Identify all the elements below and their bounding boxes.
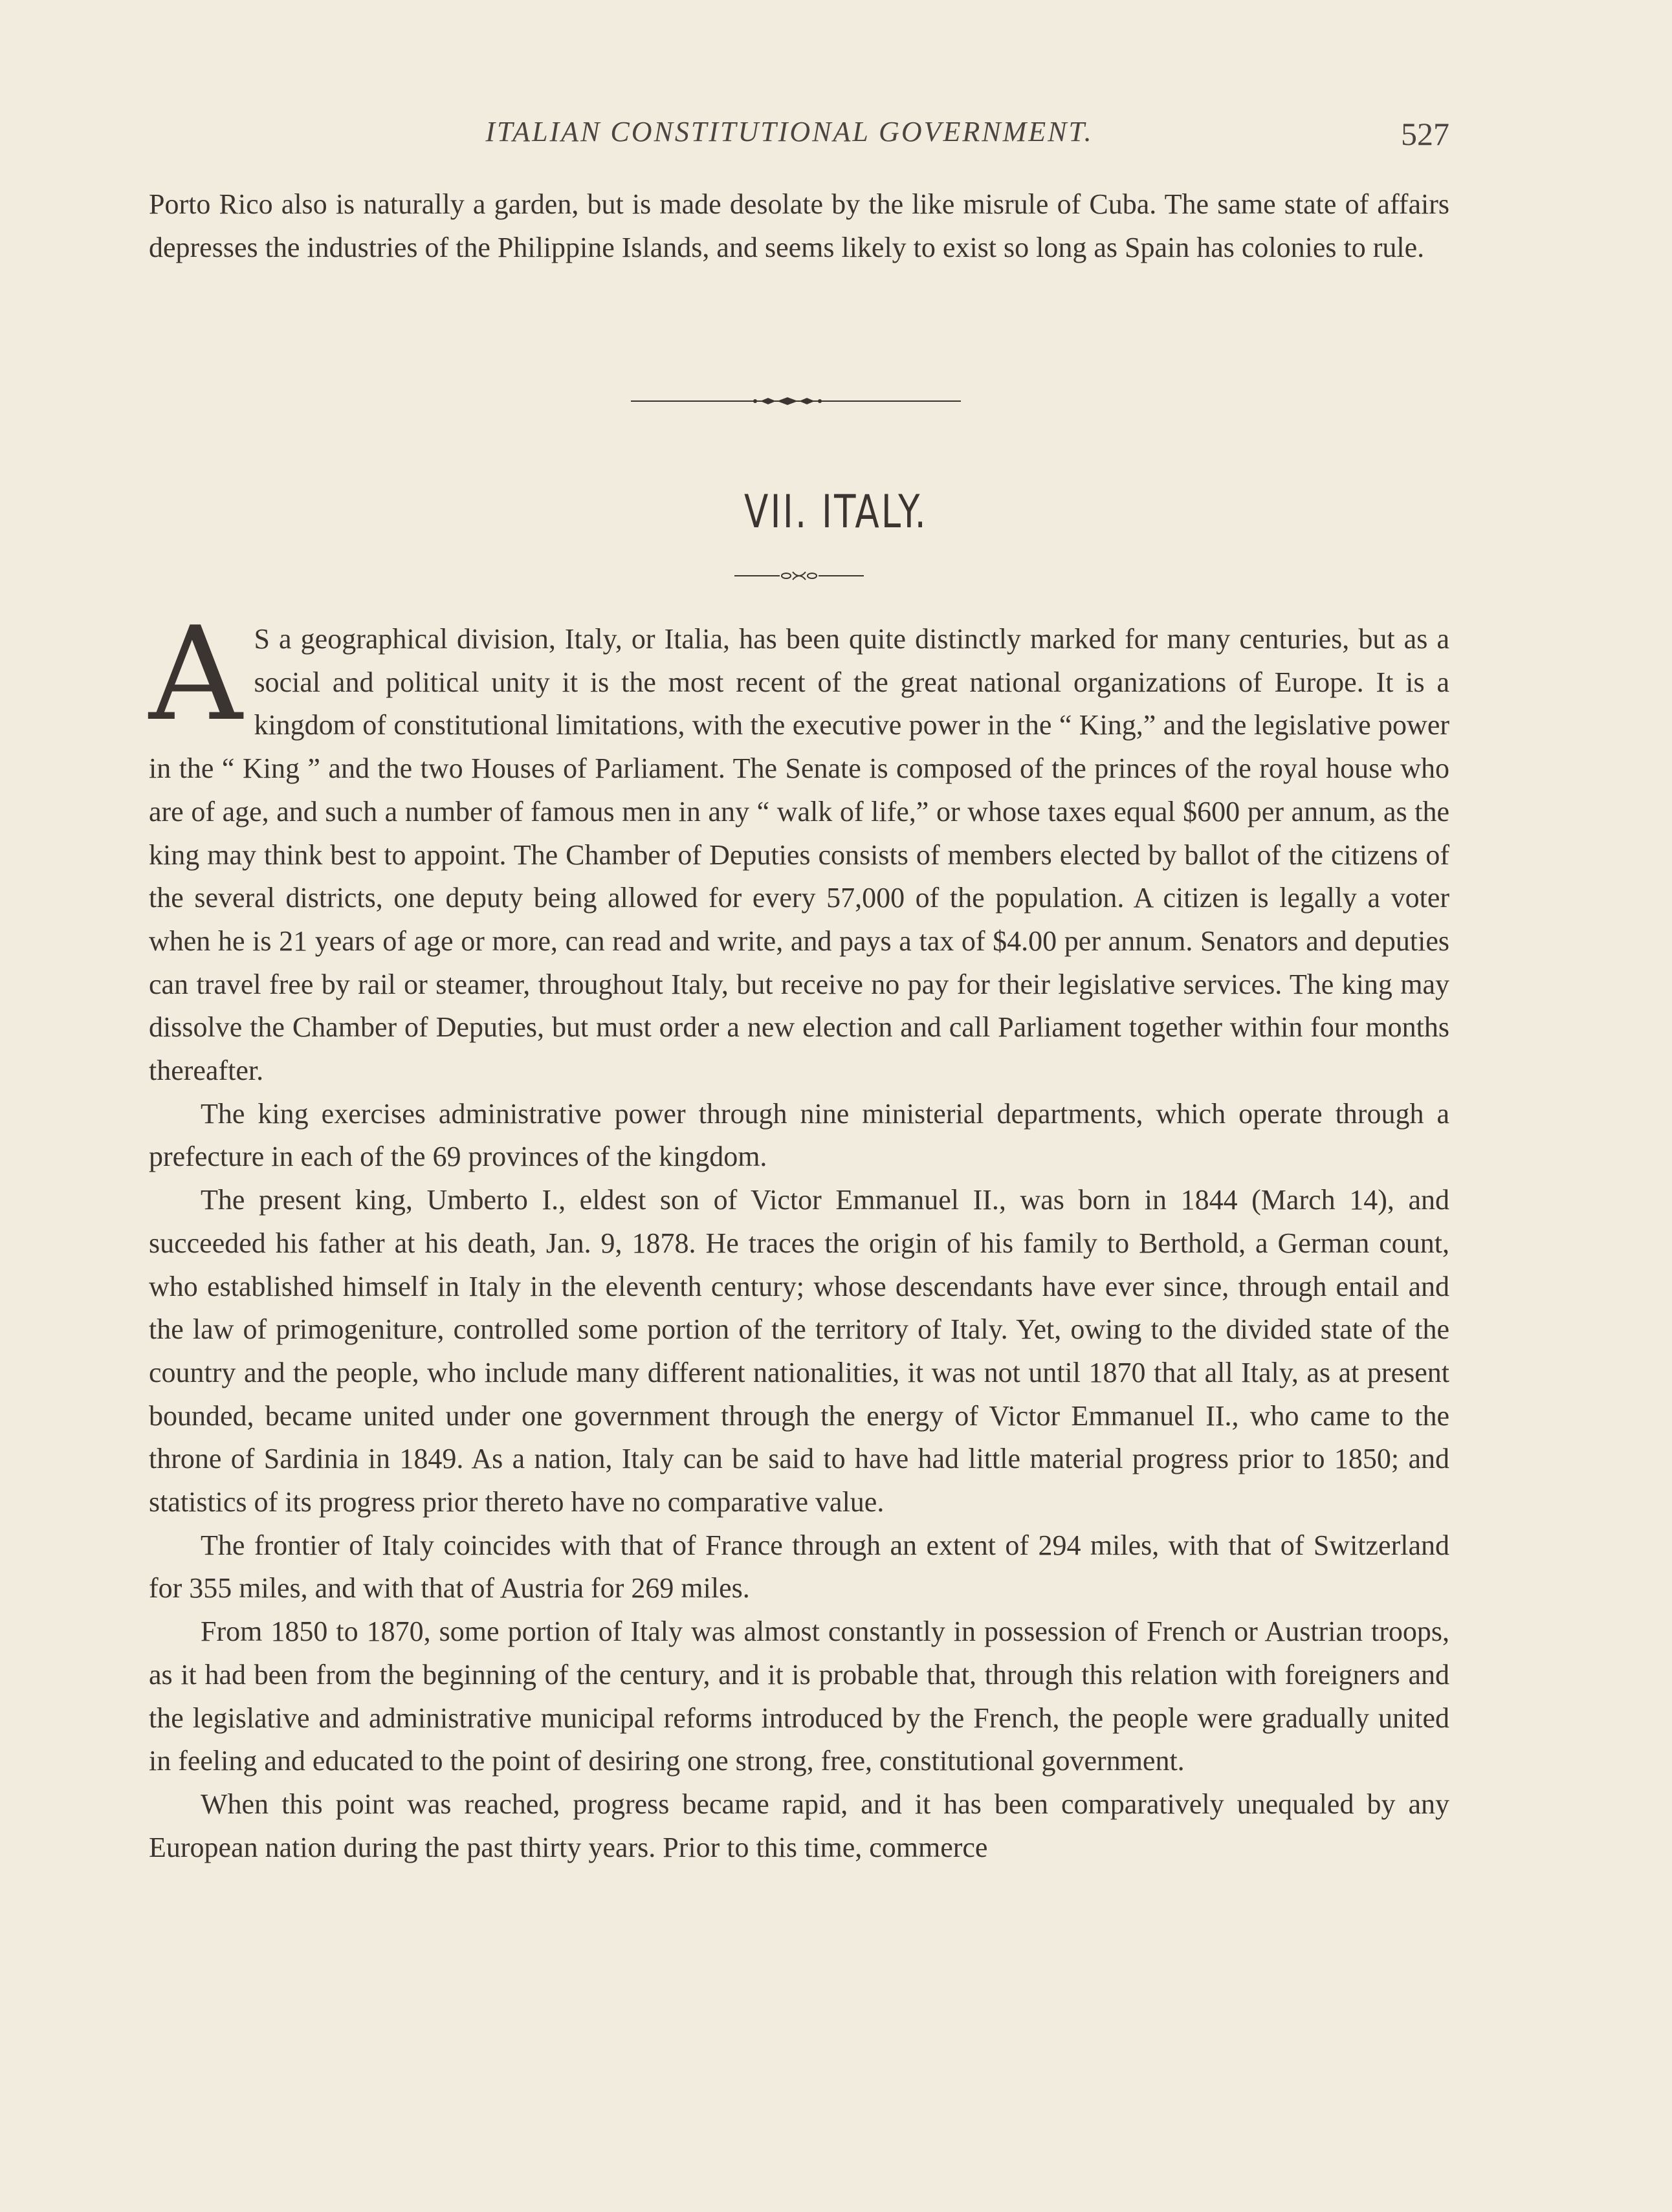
drop-cap: A — [149, 599, 243, 750]
first-paragraph-text: S a geographical division, Italy, or Italia, has been quite distinctly marked for many centuries, but as a social and political unity it is the most recent of the great national organizations of Europe. It is a kingdom of constitutional limitations, with the executive power in the “ King,” and the legislative power in the “ King ” and the two Houses of Parliament. The Senate is composed of the princes of the royal house who are of age, and such a number of famous men in any “ walk of life,” or whose taxes equal $600 per annum, as the king may think best to appoint. The Chamber of Deputies consists of members elected by ballot of the citizens of the several districts, one deputy being allowed for every 57,000 of the population. A citizen is legally a voter when he is 21 years of age or more, can read and write, and pays a tax of $4.00 per annum. Senators and deputies can travel free by rail or steamer, throughout Italy, but receive no pay for their legislative services. The king may dissolve the Chamber of Deputies, but must order a new election and call Parliament together within four months thereafter. — [149, 623, 1449, 1087]
paragraph: The present king, Umberto I., eldest son of Victor Emmanuel II., was born in 1844 (March 14), and succeeded his father at his death, Jan. 9, 1878. He traces the origin of his family to Berthold, a German count, who established himself in Italy in the eleventh century; whose descendants have ever since, through entail and the law of primogeniture, controlled some portion of the territory of Italy. Yet, owing to the divided state of the country and the people, who include many different nationalities, it was not until 1870 that all Italy, as at present bounded, became united under one government through the energy of Victor Emmanuel II., who came to the throne of Sardinia in 1849. As a nation, Italy can be said to have had little material progress prior to 1850; and statistics of its progress prior thereto have no comparative value. — [149, 1184, 1449, 1518]
page-header — [149, 115, 1449, 160]
running-head: ITALIAN CONSTITUTIONAL GOVERNMENT. — [485, 116, 1094, 148]
paragraph: When this point was reached, progress became rapid, and it has been comparatively unequaled by any European nation during the past thirty years. Prior to this time, commerce — [149, 1788, 1449, 1863]
paragraph: The king exercises administrative power through nine ministerial departments, which operate through a prefecture in each of the 69 provinces of the kingdom. — [149, 1097, 1449, 1173]
paragraph: From 1850 to 1870, some portion of Italy was almost constantly in possession of French or Austrian troops, as it had been from the beginning of the century, and it is probable that, through this relation with foreigners and the legislative and administrative municipal reforms introduced by the French, the people were gradually united in feeling and educated to the point of desiring one strong, free, constitutional government. — [149, 1615, 1449, 1777]
page-number: 527 — [1401, 116, 1449, 152]
section-body — [149, 599, 1449, 1869]
intro-paragraph: Porto Rico also is naturally a garden, but is made desolate by the like misrule of Cuba. The same state of affairs depresses the industries of the Philippine Islands, and seems likely to exist so long as Spain has colonies to rule. — [149, 188, 1449, 263]
first-paragraph — [149, 599, 1449, 1093]
section-divider-ornament — [631, 391, 961, 411]
title-flourish-ornament — [734, 568, 864, 584]
paragraph: The frontier of Italy coincides with that of France through an extent of 294 miles, with that of Switzerland for 355 miles, and with that of Austria for 269 miles. — [149, 1529, 1449, 1604]
section-title: VII. ITALY. — [744, 485, 928, 538]
intro-text — [149, 183, 1449, 269]
